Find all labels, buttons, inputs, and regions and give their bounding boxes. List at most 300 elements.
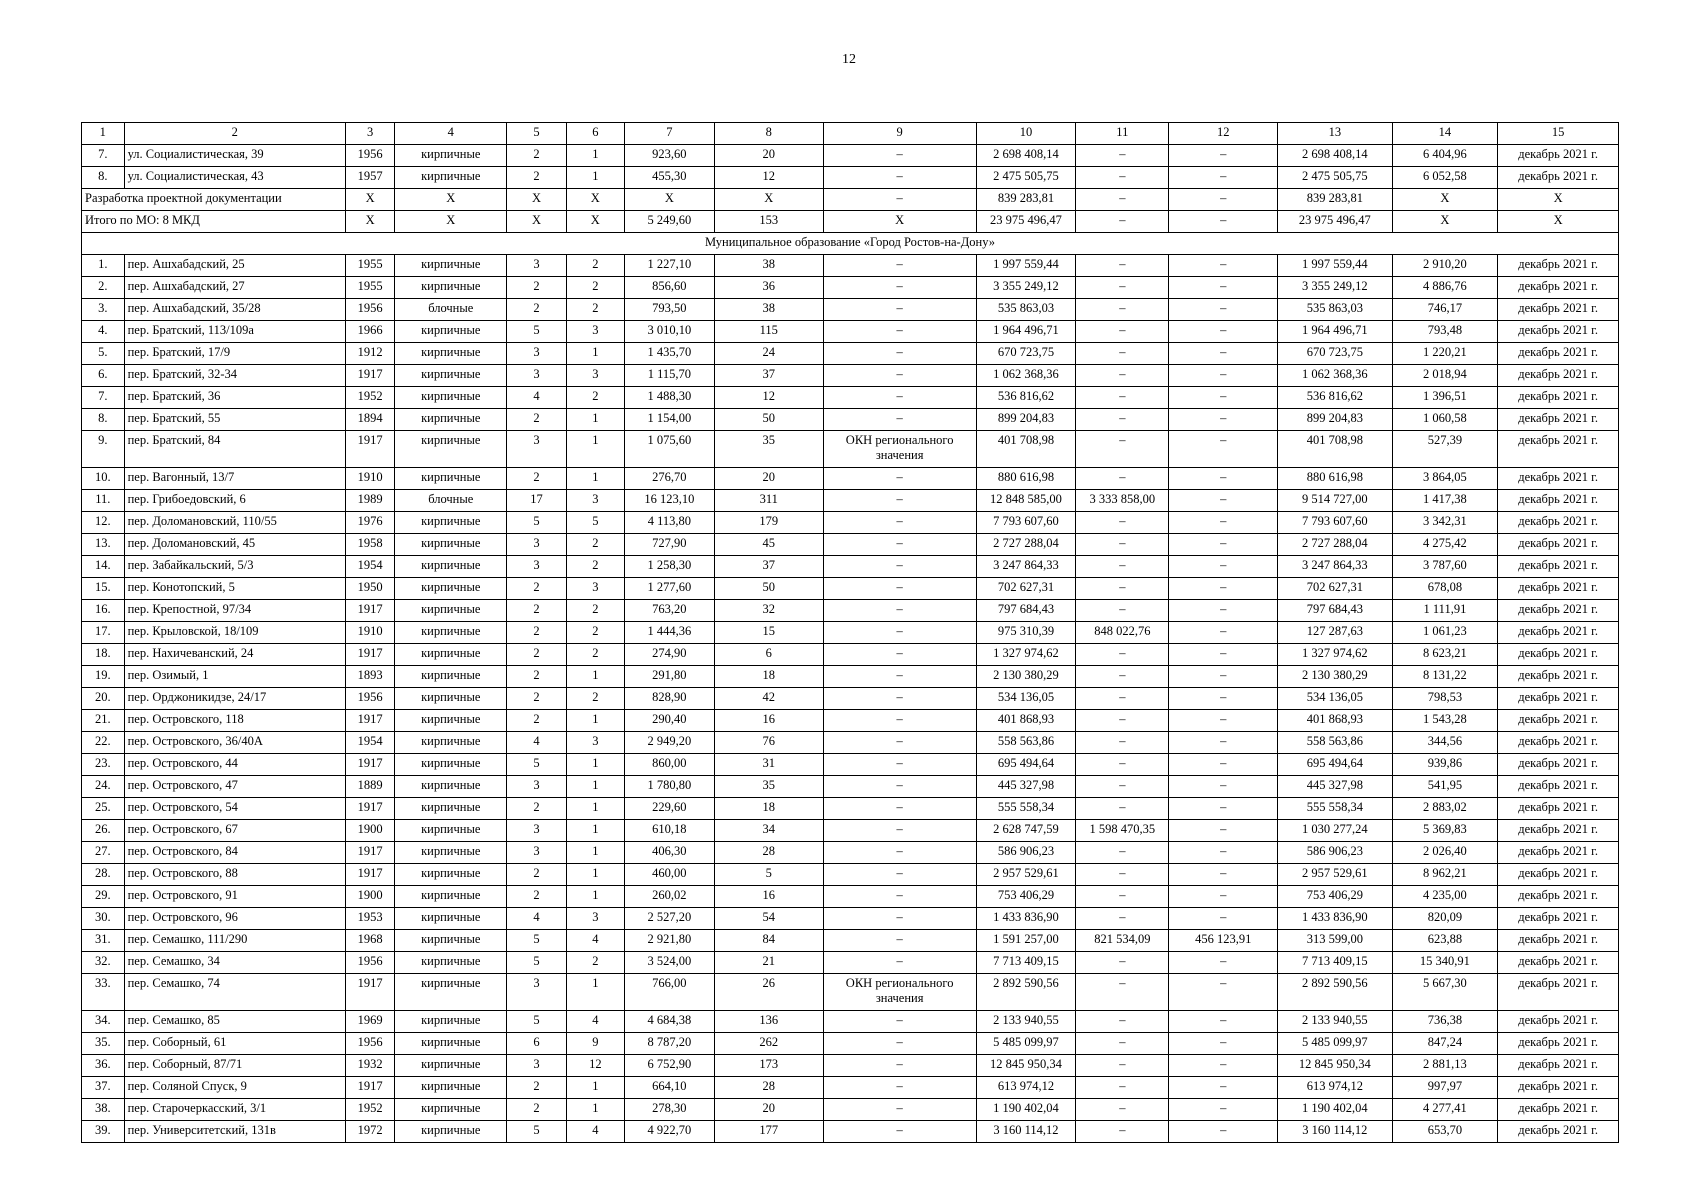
- table-row: [82, 255, 1619, 277]
- cell-heritage-status: –: [823, 556, 976, 578]
- table-row: [82, 1055, 1619, 1077]
- cell-deadline: декабрь 2021 г.: [1498, 1077, 1619, 1099]
- cell-year: 1917: [345, 974, 395, 1011]
- cell-wall-material: кирпичные: [395, 864, 507, 886]
- cell-floors: 2: [507, 688, 567, 710]
- cell-residents: 20: [715, 468, 824, 490]
- cell-deadline: декабрь 2021 г.: [1498, 820, 1619, 842]
- cell-deadline: декабрь 2021 г.: [1498, 490, 1619, 512]
- cell-year: 1956: [345, 952, 395, 974]
- total-row-label: Итого по МО: 8 МКД: [82, 211, 346, 233]
- cell-floors: 2: [507, 622, 567, 644]
- cell-address: пер. Островского, 84: [124, 842, 345, 864]
- header-cell-15: 15: [1498, 123, 1619, 145]
- table-row: [82, 710, 1619, 732]
- cell-fund-cost: –: [1076, 321, 1169, 343]
- cell-residents: 34: [715, 820, 824, 842]
- table-row: [82, 145, 1619, 167]
- table-row: [82, 321, 1619, 343]
- header-cell-2: 2: [124, 123, 345, 145]
- cell-region-cost: –: [1169, 299, 1278, 321]
- cell-deadline: декабрь 2021 г.: [1498, 387, 1619, 409]
- cell-fund-cost: –: [1076, 864, 1169, 886]
- cell-heritage-status: –: [823, 387, 976, 409]
- cell-residents: 50: [715, 578, 824, 600]
- cell-total-cost: 613 974,12: [976, 1077, 1075, 1099]
- cell-fund-cost: –: [1076, 754, 1169, 776]
- cell-fund-cost: 821 534,09: [1076, 930, 1169, 952]
- cell-owner-cost: 2 727 288,04: [1278, 534, 1393, 556]
- cell-owner-cost: 586 906,23: [1278, 842, 1393, 864]
- cell-fund-cost: –: [1076, 1121, 1169, 1143]
- cell-region-cost: –: [1169, 1011, 1278, 1033]
- header-cell-12: 12: [1169, 123, 1278, 145]
- cell-region-cost: –: [1169, 908, 1278, 930]
- cell-deadline: декабрь 2021 г.: [1498, 688, 1619, 710]
- cell-address: пер. Семашко, 85: [124, 1011, 345, 1033]
- cell-year: 1952: [345, 387, 395, 409]
- cell-heritage-status: –: [823, 1099, 976, 1121]
- cell-year: 1917: [345, 754, 395, 776]
- cell-wall-material: кирпичные: [395, 820, 507, 842]
- cell-owner-cost: 401 868,93: [1278, 710, 1393, 732]
- cell-fund-cost: –: [1076, 1033, 1169, 1055]
- cell-area: 1 277,60: [624, 578, 714, 600]
- cell-address: пер. Соборный, 61: [124, 1033, 345, 1055]
- cell-fund-cost: –: [1076, 255, 1169, 277]
- cell-num: 31.: [82, 930, 125, 952]
- cell-year: 1893: [345, 666, 395, 688]
- cell-num: 14.: [82, 556, 125, 578]
- cell-fund-cost: –: [1076, 1077, 1169, 1099]
- cell-entrances: 5: [566, 512, 624, 534]
- cell-area: 1 227,10: [624, 255, 714, 277]
- cell-wall-material: кирпичные: [395, 952, 507, 974]
- table-row: [82, 886, 1619, 908]
- cell-cost-per-sqm: 527,39: [1392, 431, 1498, 468]
- header-cell-5: 5: [507, 123, 567, 145]
- cell-area: 2 949,20: [624, 732, 714, 754]
- cell-deadline: декабрь 2021 г.: [1498, 468, 1619, 490]
- cell-cost-per-sqm: 1 543,28: [1392, 710, 1498, 732]
- cell-address: пер. Озимый, 1: [124, 666, 345, 688]
- cell-deadline: декабрь 2021 г.: [1498, 754, 1619, 776]
- cell-total-cost: 2 475 505,75: [976, 167, 1075, 189]
- cell-year: 1966: [345, 321, 395, 343]
- cell-address: пер. Островского, 36/40А: [124, 732, 345, 754]
- cell-cost-per-sqm: 1 111,91: [1392, 600, 1498, 622]
- cell-wall-material: кирпичные: [395, 534, 507, 556]
- cell-total-cost: 555 558,34: [976, 798, 1075, 820]
- cell-total-cost: 7 793 607,60: [976, 512, 1075, 534]
- cell-region-cost: –: [1169, 798, 1278, 820]
- cell-floors: 2: [507, 600, 567, 622]
- cell-num: 3.: [82, 299, 125, 321]
- cell-heritage-status: –: [823, 145, 976, 167]
- cell-residents: 54: [715, 908, 824, 930]
- cell-area: 1 258,30: [624, 556, 714, 578]
- cell-floors: 2: [507, 145, 567, 167]
- table-row: [82, 600, 1619, 622]
- cell-area: 4 684,38: [624, 1011, 714, 1033]
- cell-cost-per-sqm: 820,09: [1392, 908, 1498, 930]
- cell-wall-material: кирпичные: [395, 387, 507, 409]
- cell-deadline: декабрь 2021 г.: [1498, 167, 1619, 189]
- cell-year: 1958: [345, 534, 395, 556]
- cell-residents: 84: [715, 930, 824, 952]
- cell-total-cost: 2 133 940,55: [976, 1011, 1075, 1033]
- cell-residents: 311: [715, 490, 824, 512]
- cell-fund-cost: –: [1076, 974, 1169, 1011]
- cell-wall-material: кирпичные: [395, 1055, 507, 1077]
- cell-region-cost: –: [1169, 688, 1278, 710]
- cell-cost-per-sqm: 939,86: [1392, 754, 1498, 776]
- cell-fund-cost: –: [1076, 365, 1169, 387]
- cell-fund-cost: –: [1076, 431, 1169, 468]
- cell-cost-per-sqm: 2 881,13: [1392, 1055, 1498, 1077]
- cell-address: пер. Островского, 96: [124, 908, 345, 930]
- cell-heritage-status: –: [823, 710, 976, 732]
- cell-address: пер. Вагонный, 13/7: [124, 468, 345, 490]
- cell-region-cost: –: [1169, 321, 1278, 343]
- cell-area: 229,60: [624, 798, 714, 820]
- cell-owner-cost: 880 616,98: [1278, 468, 1393, 490]
- cell-area: 763,20: [624, 600, 714, 622]
- cell-floors: 4: [507, 387, 567, 409]
- cell-fund-cost: –: [1076, 600, 1169, 622]
- cell-num: 35.: [82, 1033, 125, 1055]
- cell-wall-material: кирпичные: [395, 1121, 507, 1143]
- cell-region-cost: –: [1169, 974, 1278, 1011]
- cell-total-cost: 2 727 288,04: [976, 534, 1075, 556]
- cell-deadline: декабрь 2021 г.: [1498, 864, 1619, 886]
- cell-total-cost: 536 816,62: [976, 387, 1075, 409]
- cell-heritage-status: –: [823, 409, 976, 431]
- cell-deadline: декабрь 2021 г.: [1498, 299, 1619, 321]
- cell-address: пер. Островского, 47: [124, 776, 345, 798]
- table-row: [82, 343, 1619, 365]
- cell-residents: 153: [715, 211, 824, 233]
- cell-residents: 21: [715, 952, 824, 974]
- cell-heritage-status: –: [823, 1121, 976, 1143]
- cell-owner-cost: 702 627,31: [1278, 578, 1393, 600]
- cell-residents: 37: [715, 365, 824, 387]
- cell-floors: 2: [507, 1077, 567, 1099]
- cell-residents: 18: [715, 798, 824, 820]
- cell-floors: 3: [507, 974, 567, 1011]
- cell-num: 16.: [82, 600, 125, 622]
- cell-deadline: декабрь 2021 г.: [1498, 409, 1619, 431]
- cell-residents: 45: [715, 534, 824, 556]
- cell-year: 1956: [345, 299, 395, 321]
- cell-year: 1969: [345, 1011, 395, 1033]
- cell-deadline: Х: [1498, 211, 1619, 233]
- table-row: [82, 622, 1619, 644]
- cell-residents: 37: [715, 556, 824, 578]
- cell-num: 22.: [82, 732, 125, 754]
- cell-floors: 3: [507, 255, 567, 277]
- cell-entrances: 1: [566, 468, 624, 490]
- cell-deadline: декабрь 2021 г.: [1498, 556, 1619, 578]
- cell-fund-cost: –: [1076, 842, 1169, 864]
- table-row: [82, 908, 1619, 930]
- cell-owner-cost: 445 327,98: [1278, 776, 1393, 798]
- cell-owner-cost: 1 062 368,36: [1278, 365, 1393, 387]
- cell-heritage-status: –: [823, 490, 976, 512]
- cell-entrances: 4: [566, 1121, 624, 1143]
- cell-owner-cost: 7 793 607,60: [1278, 512, 1393, 534]
- cell-num: 11.: [82, 490, 125, 512]
- cell-region-cost: –: [1169, 732, 1278, 754]
- cell-deadline: декабрь 2021 г.: [1498, 365, 1619, 387]
- cell-region-cost: –: [1169, 512, 1278, 534]
- cell-area: 6 752,90: [624, 1055, 714, 1077]
- cell-owner-cost: 7 713 409,15: [1278, 952, 1393, 974]
- cell-owner-cost: 23 975 496,47: [1278, 211, 1393, 233]
- cell-wall-material: кирпичные: [395, 754, 507, 776]
- table-row: [82, 431, 1619, 468]
- cell-cost-per-sqm: 847,24: [1392, 1033, 1498, 1055]
- cell-residents: 50: [715, 409, 824, 431]
- cell-entrances: 1: [566, 974, 624, 1011]
- cell-num: 36.: [82, 1055, 125, 1077]
- cell-address: пер. Братский, 36: [124, 387, 345, 409]
- cell-floors: 5: [507, 930, 567, 952]
- cell-fund-cost: –: [1076, 578, 1169, 600]
- cell-area: 1 780,80: [624, 776, 714, 798]
- cell-total-cost: 670 723,75: [976, 343, 1075, 365]
- cell-wall-material: кирпичные: [395, 321, 507, 343]
- table-row: [82, 1033, 1619, 1055]
- cell-fund-cost: –: [1076, 534, 1169, 556]
- cell-heritage-status: –: [823, 321, 976, 343]
- cell-year: 1956: [345, 145, 395, 167]
- cell-fund-cost: –: [1076, 644, 1169, 666]
- cell-year: 1917: [345, 864, 395, 886]
- cell-total-cost: 2 698 408,14: [976, 145, 1075, 167]
- cell-owner-cost: 670 723,75: [1278, 343, 1393, 365]
- cell-total-cost: 12 845 950,34: [976, 1055, 1075, 1077]
- cell-address: ул. Социалистическая, 39: [124, 145, 345, 167]
- cell-entrances: 9: [566, 1033, 624, 1055]
- cell-cost-per-sqm: 2 883,02: [1392, 798, 1498, 820]
- cell-year: 1952: [345, 1099, 395, 1121]
- cell-year: 1912: [345, 343, 395, 365]
- cell-address: пер. Доломановский, 110/55: [124, 512, 345, 534]
- cell-area: 16 123,10: [624, 490, 714, 512]
- cell-heritage-status: –: [823, 798, 976, 820]
- cell-year: 1917: [345, 1077, 395, 1099]
- cell-deadline: декабрь 2021 г.: [1498, 1011, 1619, 1033]
- cell-floors: Х: [507, 189, 567, 211]
- table-row: [82, 299, 1619, 321]
- cell-total-cost: 899 204,83: [976, 409, 1075, 431]
- cell-cost-per-sqm: 6 052,58: [1392, 167, 1498, 189]
- cell-cost-per-sqm: 678,08: [1392, 578, 1498, 600]
- cell-year: 1972: [345, 1121, 395, 1143]
- cell-total-cost: 1 591 257,00: [976, 930, 1075, 952]
- cell-entrances: 2: [566, 299, 624, 321]
- cell-num: 23.: [82, 754, 125, 776]
- cell-floors: 2: [507, 864, 567, 886]
- cell-area: 8 787,20: [624, 1033, 714, 1055]
- cell-floors: 3: [507, 556, 567, 578]
- cell-heritage-status: –: [823, 732, 976, 754]
- cell-owner-cost: 797 684,43: [1278, 600, 1393, 622]
- cell-wall-material: кирпичные: [395, 1011, 507, 1033]
- cell-cost-per-sqm: 1 060,58: [1392, 409, 1498, 431]
- cell-address: пер. Островского, 118: [124, 710, 345, 732]
- cell-total-cost: 2 130 380,29: [976, 666, 1075, 688]
- cell-owner-cost: 2 892 590,56: [1278, 974, 1393, 1011]
- cell-region-cost: –: [1169, 710, 1278, 732]
- cell-address: ул. Социалистическая, 43: [124, 167, 345, 189]
- cell-entrances: 1: [566, 167, 624, 189]
- cell-floors: 2: [507, 578, 567, 600]
- cell-area: 1 154,00: [624, 409, 714, 431]
- cell-fund-cost: –: [1076, 145, 1169, 167]
- cell-entrances: 1: [566, 842, 624, 864]
- header-row: [82, 123, 1619, 145]
- table-row: [82, 365, 1619, 387]
- cell-floors: 2: [507, 299, 567, 321]
- cell-num: 12.: [82, 512, 125, 534]
- cell-fund-cost: 848 022,76: [1076, 622, 1169, 644]
- cell-fund-cost: –: [1076, 886, 1169, 908]
- cell-area: 291,80: [624, 666, 714, 688]
- housing-register-table: [81, 122, 1619, 1143]
- cell-fund-cost: –: [1076, 776, 1169, 798]
- cell-num: 13.: [82, 534, 125, 556]
- cell-year: 1954: [345, 732, 395, 754]
- cell-num: 37.: [82, 1077, 125, 1099]
- cell-fund-cost: –: [1076, 1055, 1169, 1077]
- cell-deadline: декабрь 2021 г.: [1498, 622, 1619, 644]
- cell-total-cost: 702 627,31: [976, 578, 1075, 600]
- cell-heritage-status: –: [823, 622, 976, 644]
- cell-region-cost: –: [1169, 820, 1278, 842]
- cell-region-cost: –: [1169, 387, 1278, 409]
- cell-floors: 3: [507, 365, 567, 387]
- cell-cost-per-sqm: 1 396,51: [1392, 387, 1498, 409]
- table-row: [82, 534, 1619, 556]
- cell-total-cost: 2 957 529,61: [976, 864, 1075, 886]
- cell-wall-material: кирпичные: [395, 1099, 507, 1121]
- cell-owner-cost: 536 816,62: [1278, 387, 1393, 409]
- cell-residents: 5: [715, 864, 824, 886]
- cell-area: 610,18: [624, 820, 714, 842]
- cell-residents: 16: [715, 886, 824, 908]
- cell-cost-per-sqm: 3 342,31: [1392, 512, 1498, 534]
- cell-region-cost: –: [1169, 1121, 1278, 1143]
- cell-heritage-status: –: [823, 644, 976, 666]
- table-row: [82, 842, 1619, 864]
- cell-entrances: 2: [566, 255, 624, 277]
- cell-wall-material: кирпичные: [395, 930, 507, 952]
- cell-cost-per-sqm: 8 962,21: [1392, 864, 1498, 886]
- cell-entrances: 4: [566, 930, 624, 952]
- cell-year: 1910: [345, 468, 395, 490]
- cell-residents: 42: [715, 688, 824, 710]
- cell-entrances: 1: [566, 1077, 624, 1099]
- design-docs-row: [82, 189, 1619, 211]
- cell-floors: 2: [507, 886, 567, 908]
- cell-heritage-status: –: [823, 1011, 976, 1033]
- cell-total-cost: 401 708,98: [976, 431, 1075, 468]
- cell-heritage-status: –: [823, 908, 976, 930]
- cell-entrances: 1: [566, 820, 624, 842]
- cell-year: 1976: [345, 512, 395, 534]
- cell-area: 860,00: [624, 754, 714, 776]
- cell-area: 3 524,00: [624, 952, 714, 974]
- cell-year: 1956: [345, 688, 395, 710]
- cell-entrances: 2: [566, 387, 624, 409]
- cell-wall-material: кирпичные: [395, 556, 507, 578]
- table-row: [82, 798, 1619, 820]
- cell-cost-per-sqm: 798,53: [1392, 688, 1498, 710]
- cell-total-cost: 975 310,39: [976, 622, 1075, 644]
- cell-total-cost: 3 355 249,12: [976, 277, 1075, 299]
- cell-floors: 3: [507, 776, 567, 798]
- cell-fund-cost: –: [1076, 952, 1169, 974]
- cell-owner-cost: 2 698 408,14: [1278, 145, 1393, 167]
- table-row: [82, 864, 1619, 886]
- cell-area: 4 922,70: [624, 1121, 714, 1143]
- cell-heritage-status: –: [823, 1055, 976, 1077]
- cell-cost-per-sqm: 1 220,21: [1392, 343, 1498, 365]
- cell-region-cost: 456 123,91: [1169, 930, 1278, 952]
- cell-address: пер. Островского, 88: [124, 864, 345, 886]
- cell-total-cost: 695 494,64: [976, 754, 1075, 776]
- cell-region-cost: –: [1169, 1077, 1278, 1099]
- cell-residents: 16: [715, 710, 824, 732]
- cell-entrances: 1: [566, 1099, 624, 1121]
- section-row: [82, 233, 1619, 255]
- cell-address: пер. Братский, 84: [124, 431, 345, 468]
- cell-total-cost: 534 136,05: [976, 688, 1075, 710]
- cell-entrances: 1: [566, 754, 624, 776]
- cell-area: 1 435,70: [624, 343, 714, 365]
- cell-address: пер. Соляной Спуск, 9: [124, 1077, 345, 1099]
- cell-region-cost: –: [1169, 600, 1278, 622]
- cell-owner-cost: 1 190 402,04: [1278, 1099, 1393, 1121]
- cell-cost-per-sqm: 1 061,23: [1392, 622, 1498, 644]
- cell-heritage-status: –: [823, 255, 976, 277]
- cell-wall-material: кирпичные: [395, 343, 507, 365]
- cell-fund-cost: –: [1076, 732, 1169, 754]
- cell-year: 1889: [345, 776, 395, 798]
- design-docs-row-label: Разработка проектной документации: [82, 189, 346, 211]
- cell-area: 276,70: [624, 468, 714, 490]
- cell-owner-cost: 695 494,64: [1278, 754, 1393, 776]
- cell-total-cost: 535 863,03: [976, 299, 1075, 321]
- cell-deadline: декабрь 2021 г.: [1498, 600, 1619, 622]
- cell-cost-per-sqm: 2 910,20: [1392, 255, 1498, 277]
- cell-fund-cost: –: [1076, 189, 1169, 211]
- cell-wall-material: кирпичные: [395, 1077, 507, 1099]
- cell-area: 793,50: [624, 299, 714, 321]
- cell-floors: 3: [507, 842, 567, 864]
- cell-num: 30.: [82, 908, 125, 930]
- cell-num: 1.: [82, 255, 125, 277]
- cell-deadline: декабрь 2021 г.: [1498, 732, 1619, 754]
- cell-heritage-status: –: [823, 343, 976, 365]
- cell-owner-cost: 613 974,12: [1278, 1077, 1393, 1099]
- cell-entrances: 1: [566, 710, 624, 732]
- cell-address: пер. Университетский, 131в: [124, 1121, 345, 1143]
- cell-owner-cost: 313 599,00: [1278, 930, 1393, 952]
- cell-deadline: декабрь 2021 г.: [1498, 776, 1619, 798]
